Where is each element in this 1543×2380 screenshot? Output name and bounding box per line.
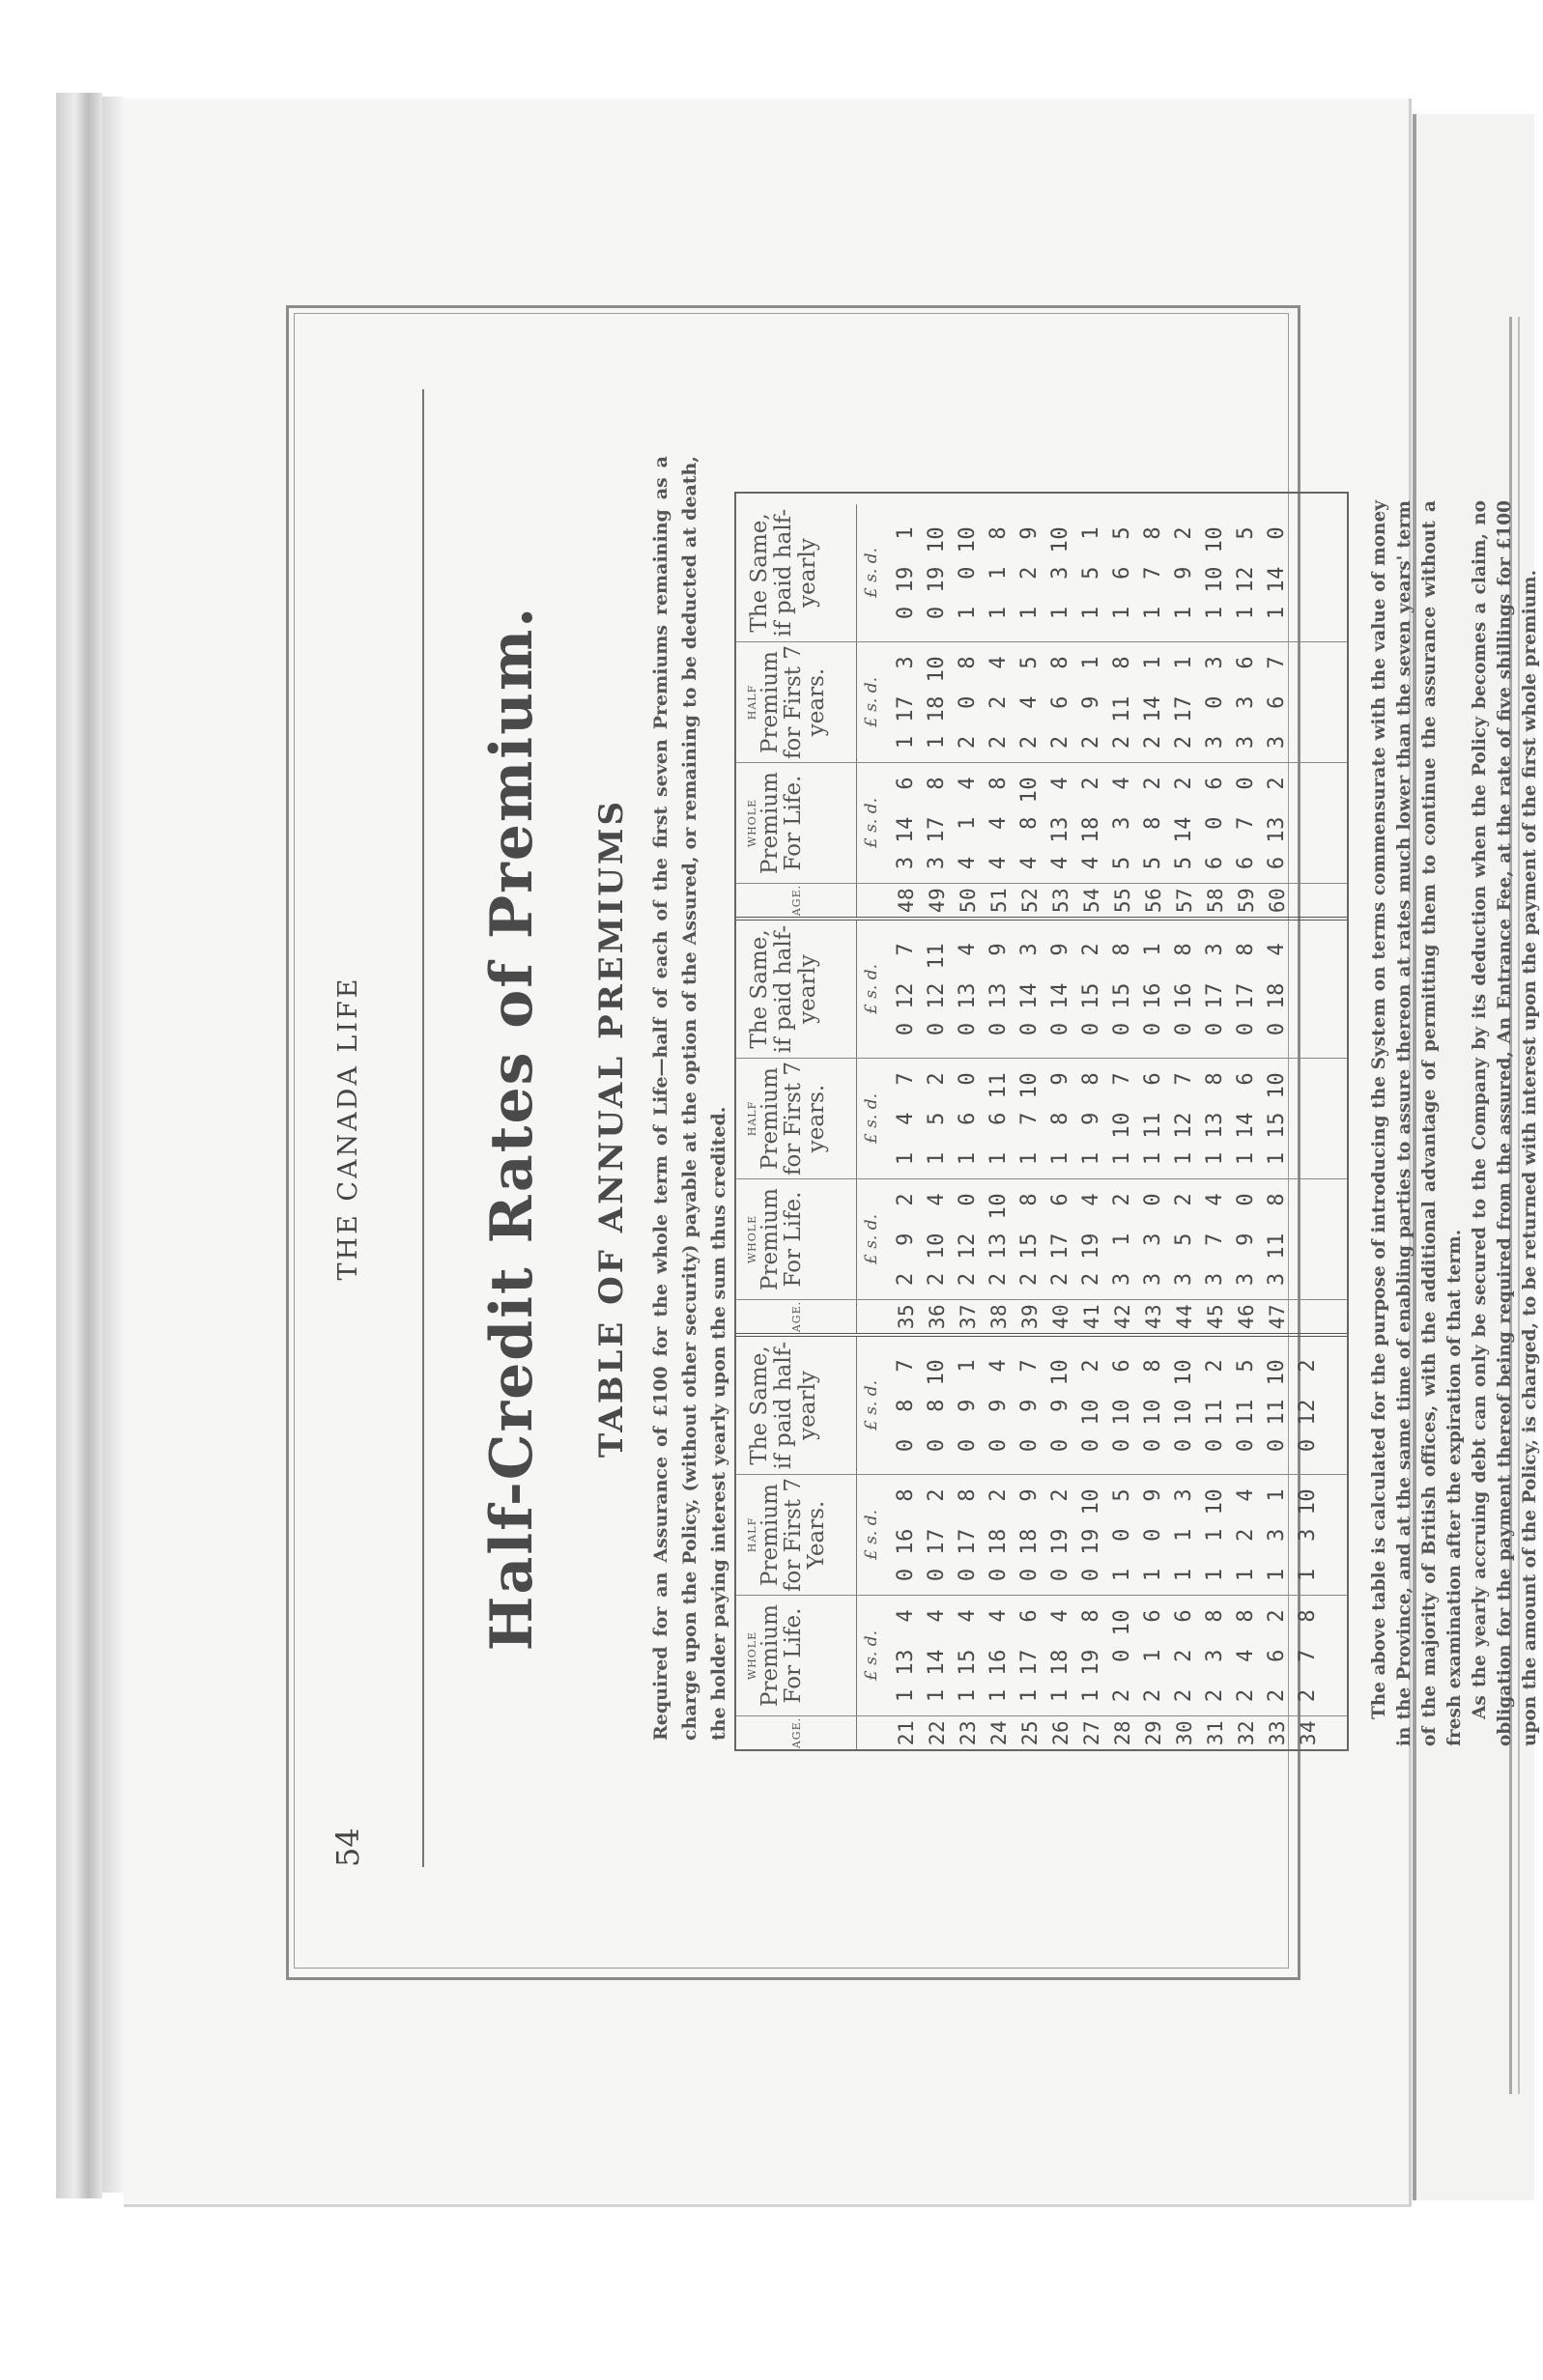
column-header-text: Premium for First 7 years.	[757, 1062, 829, 1176]
premium-cell: 1 0 10	[956, 525, 980, 620]
premium-cell: 0 14 3	[1017, 942, 1042, 1036]
premium-cell: 1 7 8	[1141, 525, 1165, 620]
premium-cell: 2 3 8	[1203, 1608, 1227, 1703]
age-cell: 39	[1018, 1303, 1042, 1330]
premium-cell: 0 12 11	[925, 942, 949, 1036]
age-column	[736, 884, 1347, 917]
premium-cell: 2 0 8	[956, 655, 980, 750]
column-header	[736, 1059, 857, 1178]
premium-cell: 2 19 4	[1079, 1192, 1103, 1287]
column-header-text: The Same, if paid half-yearly	[747, 508, 820, 638]
column-header-text: Premium for First 7 Years.	[757, 1478, 829, 1592]
premium-table	[734, 492, 1349, 1751]
premium-cell: 2 17 1	[1172, 655, 1196, 750]
column-rows	[891, 504, 1293, 641]
premium-cell: 0 18 4	[1265, 942, 1289, 1036]
age-cell: 43	[1142, 1303, 1165, 1330]
premium-cell: 1 8 9	[1048, 1071, 1072, 1166]
premium-cell: 1 13 4	[894, 1608, 918, 1703]
premium-cell: 3 7 4	[1203, 1192, 1227, 1287]
footnote-paragraph-1: The above table is calculated for the purpose of introducing the System on terms commensurate with the value of money in the Province, and at the same time of enabling parties to assure thereon at rates much lower than the seven years' term of the majority of British offices, with the additional advantage of permitting them to continue the assurance without a fresh examination after the expiration of that term.	[1369, 500, 1465, 1746]
premium-cell: 0 10 8	[1141, 1358, 1165, 1453]
premium-cell: 4 8 10	[1017, 776, 1042, 870]
age-cell: 30	[1173, 1719, 1196, 1746]
column-header-text: Premium For Life.	[757, 772, 806, 874]
age-cell: 34	[1297, 1719, 1320, 1746]
half-premium-column	[736, 1059, 1347, 1179]
premium-cell: 3 5 2	[1172, 1192, 1196, 1287]
age-cell: 31	[1204, 1719, 1227, 1746]
premium-cell: 1 12 7	[1172, 1071, 1196, 1166]
premium-cell: 1 0 5	[1110, 1488, 1134, 1582]
premium-cell: 0 10 2	[1079, 1358, 1103, 1453]
premium-cell: 0 19 10	[925, 525, 949, 620]
premium-cell: 1 4 7	[894, 1071, 918, 1166]
premium-cell: 1 11 6	[1141, 1071, 1165, 1166]
currency-units: £ s. d.	[862, 1629, 881, 1682]
column-rows	[891, 1300, 1293, 1333]
age-cell: 49	[926, 887, 949, 914]
premium-cell: 1 9 2	[1172, 525, 1196, 620]
whole-premium-column	[736, 1596, 1347, 1716]
half-yearly-column	[736, 504, 1347, 642]
header-rule	[422, 389, 424, 1867]
column-header-text: Premium for First 7 years.	[757, 645, 829, 759]
column-header-text: Premium For Life.	[757, 1604, 806, 1707]
premium-cell: 0 17 8	[956, 1488, 980, 1582]
column-rows	[891, 1337, 1324, 1474]
premium-cell: 0 19 10	[1079, 1488, 1103, 1582]
column-header	[736, 1475, 857, 1595]
column-header-text: HALF	[746, 1516, 758, 1553]
premium-cell: 2 9 2	[894, 1192, 918, 1287]
column-header-text: The Same, if paid half-yearly	[747, 1341, 820, 1470]
age-cell: 44	[1173, 1303, 1196, 1330]
premium-cell: 0 11 5	[1234, 1358, 1258, 1453]
age-cell: 36	[926, 1303, 949, 1330]
premium-cell: 2 2 4	[986, 655, 1011, 750]
premium-cell: 2 6 2	[1265, 1608, 1289, 1703]
age-cell: 29	[1142, 1719, 1165, 1746]
half-premium-column	[736, 1475, 1347, 1596]
premium-cell: 3 11 8	[1265, 1192, 1289, 1287]
premium-cell: 1 3 10	[1296, 1488, 1320, 1582]
premium-cell: 0 19 1	[894, 525, 918, 620]
premium-cell: 3 6 7	[1265, 655, 1289, 750]
premium-cell: 1 7 10	[1017, 1071, 1042, 1166]
column-header-text: Premium For Life.	[757, 1188, 806, 1290]
premium-cell: 3 14 6	[894, 776, 918, 870]
age-cell: 51	[987, 887, 1011, 914]
premium-cell: 0 15 8	[1110, 942, 1134, 1036]
premium-cell: 2 14 1	[1141, 655, 1165, 750]
premium-cell: 1 19 8	[1079, 1608, 1103, 1703]
age-cell: 59	[1235, 887, 1258, 914]
age-cell: 25	[1018, 1719, 1042, 1746]
premium-cell: 0 9 1	[956, 1358, 980, 1453]
premium-cell: 0 18 2	[986, 1488, 1011, 1582]
premium-cell: 1 6 5	[1110, 525, 1134, 620]
page-number: 54	[329, 1828, 366, 1867]
age-cell: 47	[1266, 1303, 1289, 1330]
column-header-text: The Same, if paid half-yearly	[747, 924, 820, 1054]
premium-cell: 1 5 2	[925, 1071, 949, 1166]
age-cell: 58	[1204, 887, 1227, 914]
premium-cell: 0 17 8	[1234, 942, 1258, 1036]
premium-cell: 1 14 0	[1265, 525, 1289, 620]
age-cell: 45	[1204, 1303, 1227, 1330]
column-header	[736, 1179, 857, 1299]
currency-units: £ s. d.	[862, 1379, 881, 1431]
column-header	[736, 1300, 857, 1333]
premium-cell: 0 13 4	[956, 942, 980, 1036]
column-header	[736, 884, 857, 917]
column-rows	[891, 921, 1293, 1058]
currency-units: £ s. d.	[862, 1092, 881, 1145]
column-rows	[891, 884, 1293, 917]
premium-cell: 2 15 8	[1017, 1192, 1042, 1287]
age-cell: 55	[1111, 887, 1134, 914]
column-header-text: WHOLE	[746, 1214, 758, 1264]
premium-cell: 2 6 8	[1048, 655, 1072, 750]
premium-cell: 0 14 9	[1048, 942, 1072, 1036]
premium-cell: 0 8 10	[925, 1358, 949, 1453]
premium-cell: 3 3 0	[1141, 1192, 1165, 1287]
premium-cell: 1 1 8	[986, 525, 1011, 620]
premium-cell: 2 2 6	[1172, 1608, 1196, 1703]
premium-cell: 1 12 5	[1234, 525, 1258, 620]
column-header	[736, 763, 857, 883]
column-rows	[891, 642, 1293, 762]
age-cell: 28	[1111, 1719, 1134, 1746]
age-cell: 60	[1266, 887, 1289, 914]
premium-cell: 0 8 7	[894, 1358, 918, 1453]
age-cell: 56	[1142, 887, 1165, 914]
premium-cell: 1 3 1	[1265, 1488, 1289, 1582]
premium-cell: 1 1 10	[1203, 1488, 1227, 1582]
column-header	[736, 921, 857, 1058]
currency-units: £ s. d.	[862, 963, 881, 1015]
age-cell: 48	[895, 887, 918, 914]
premium-cell: 0 12 2	[1296, 1358, 1320, 1453]
age-cell: 35	[895, 1303, 918, 1330]
premium-cell: 1 18 4	[1048, 1608, 1072, 1703]
column-header	[736, 1716, 857, 1749]
age-cell: 26	[1049, 1719, 1072, 1746]
table-block-3	[736, 504, 1347, 921]
premium-cell: 0 17 3	[1203, 942, 1227, 1036]
premium-cell: 1 6 11	[986, 1071, 1011, 1166]
column-header	[736, 642, 857, 762]
age-cell: 52	[1018, 887, 1042, 914]
book-binding	[56, 93, 102, 2198]
age-cell: 41	[1080, 1303, 1103, 1330]
premium-cell: 0 10 6	[1110, 1358, 1134, 1453]
column-header-text: AGE.	[790, 884, 803, 917]
premium-cell: 2 12 0	[956, 1192, 980, 1287]
premium-cell: 2 0 10	[1110, 1608, 1134, 1703]
table-block-2	[736, 921, 1347, 1337]
column-rows	[891, 1475, 1324, 1595]
premium-cell: 1 17 6	[1017, 1608, 1042, 1703]
age-cell: 32	[1235, 1719, 1258, 1746]
premium-cell: 0 11 2	[1203, 1358, 1227, 1453]
premium-cell: 0 10 10	[1172, 1358, 1196, 1453]
premium-cell: 2 9 1	[1079, 655, 1103, 750]
currency-units: £ s. d.	[862, 797, 881, 849]
premium-cell: 6 13 2	[1265, 776, 1289, 870]
age-cell: 27	[1080, 1719, 1103, 1746]
column-header	[736, 1337, 857, 1474]
age-cell: 40	[1049, 1303, 1072, 1330]
column-rows	[891, 1179, 1293, 1299]
age-cell: 50	[957, 887, 980, 914]
premium-cell: 0 16 1	[1141, 942, 1165, 1036]
running-head: THE CANADA LIFE	[333, 976, 363, 1281]
whole-premium-column	[736, 1179, 1347, 1300]
column-rows	[891, 1596, 1324, 1715]
premium-cell: 0 15 2	[1079, 942, 1103, 1036]
premium-cell: 0 16 8	[1172, 942, 1196, 1036]
premium-cell: 2 4 5	[1017, 655, 1042, 750]
premium-cell: 1 2 4	[1234, 1488, 1258, 1582]
premium-cell: 4 13 4	[1048, 776, 1072, 870]
age-cell: 24	[987, 1719, 1011, 1746]
premium-cell: 1 14 6	[1234, 1071, 1258, 1166]
age-cell: 22	[926, 1719, 949, 1746]
premium-cell: 0 17 2	[925, 1488, 949, 1582]
column-header-text: WHOLE	[746, 798, 758, 848]
age-cell: 33	[1266, 1719, 1289, 1746]
premium-cell: 1 10 7	[1110, 1071, 1134, 1166]
premium-cell: 2 1 6	[1141, 1608, 1165, 1703]
footnote	[1367, 500, 1543, 1746]
currency-units: £ s. d.	[862, 547, 881, 599]
column-rows	[891, 763, 1293, 883]
premium-cell: 2 4 8	[1234, 1608, 1258, 1703]
premium-cell: 3 9 0	[1234, 1192, 1258, 1287]
column-rows	[891, 1059, 1293, 1178]
premium-cell: 4 1 4	[956, 776, 980, 870]
age-cell: 23	[957, 1719, 980, 1746]
premium-cell: 1 5 1	[1079, 525, 1103, 620]
premium-cell: 1 2 9	[1017, 525, 1042, 620]
column-header	[736, 1596, 857, 1715]
page-header	[291, 389, 407, 1867]
premium-cell: 0 16 8	[894, 1488, 918, 1582]
premium-cell: 1 6 0	[956, 1071, 980, 1166]
column-header-text: AGE.	[790, 1300, 803, 1333]
premium-cell: 4 4 8	[986, 776, 1011, 870]
column-header-text: HALF	[746, 684, 758, 721]
premium-cell: 1 14 4	[925, 1608, 949, 1703]
premium-cell: 3 0 3	[1203, 655, 1227, 750]
premium-cell: 1 1 3	[1172, 1488, 1196, 1582]
age-column	[736, 1300, 1347, 1333]
age-cell: 21	[895, 1719, 918, 1746]
premium-cell: 3 17 8	[925, 776, 949, 870]
premium-cell: 2 10 4	[925, 1192, 949, 1287]
book-binding-edge	[102, 97, 124, 2193]
premium-cell: 4 18 2	[1079, 776, 1103, 870]
premium-cell: 0 18 9	[1017, 1488, 1042, 1582]
premium-cell: 0 9 4	[986, 1358, 1011, 1453]
column-header-text: WHOLE	[746, 1630, 758, 1681]
half-yearly-column	[736, 921, 1347, 1059]
column-header-text: HALF	[746, 1100, 758, 1137]
premium-cell: 5 3 4	[1110, 776, 1134, 870]
age-cell: 54	[1080, 887, 1103, 914]
premium-cell: 3 3 6	[1234, 655, 1258, 750]
premium-cell: 0 9 7	[1017, 1358, 1042, 1453]
currency-units: £ s. d.	[862, 676, 881, 728]
intro-paragraph: Required for an Assurance of £100 for the whole term of Life—half of each of the first seven Premiums remaining as a charge upon the Policy, (without other security) payable at the option of the Assured, or remaining to be deducted at death, the holder paying interest yearly upon the sum thus credited.	[650, 456, 729, 1741]
premium-cell: 0 13 9	[986, 942, 1011, 1036]
premium-cell: 1 3 10	[1048, 525, 1072, 620]
column-header	[736, 504, 857, 641]
age-cell: 42	[1111, 1303, 1134, 1330]
premium-cell: 2 17 6	[1048, 1192, 1072, 1287]
premium-cell: 1 17 3	[894, 655, 918, 750]
whole-premium-column	[736, 763, 1347, 884]
premium-cell: 2 13 10	[986, 1192, 1011, 1287]
column-rows	[891, 1716, 1324, 1749]
table-title: TABLE OF ANNUAL PREMIUMS	[592, 798, 631, 1459]
premium-cell: 2 11 8	[1110, 655, 1134, 750]
age-cell: 37	[957, 1303, 980, 1330]
page-title: Half-Credit Rates of Premium.	[478, 605, 546, 1652]
half-premium-column	[736, 642, 1347, 763]
premium-cell: 0 9 10	[1048, 1358, 1072, 1453]
age-cell: 46	[1235, 1303, 1258, 1330]
half-yearly-column	[736, 1337, 1347, 1475]
premium-cell: 1 0 9	[1141, 1488, 1165, 1582]
premium-cell: 1 15 10	[1265, 1071, 1289, 1166]
premium-cell: 0 19 2	[1048, 1488, 1072, 1582]
premium-cell: 1 18 10	[925, 655, 949, 750]
premium-cell: 0 11 10	[1265, 1358, 1289, 1453]
rotated-page-content	[285, 355, 1540, 1901]
age-cell: 53	[1049, 887, 1072, 914]
premium-cell: 0 12 7	[894, 942, 918, 1036]
premium-cell: 1 10 10	[1203, 525, 1227, 620]
currency-units: £ s. d.	[862, 1509, 881, 1561]
currency-units: £ s. d.	[862, 1213, 881, 1265]
table-block-1	[736, 1337, 1347, 1749]
premium-cell: 1 15 4	[956, 1608, 980, 1703]
premium-cell: 1 13 8	[1203, 1071, 1227, 1166]
footnote-paragraph-2: As the yearly accruing debt can only be secured to the Company by its deduction when the Policy becomes a claim, no obligation for the payment thereof being required from the assured, An Entrance Fee, at the rate of five shillings for £100 upon the amount of the Policy, is charged, to be returned with interest upon the payment of the first whole premium.	[1470, 500, 1540, 1746]
premium-cell: 1 16 4	[986, 1608, 1011, 1703]
age-cell: 57	[1173, 887, 1196, 914]
age-cell: 38	[987, 1303, 1011, 1330]
premium-cell: 6 7 0	[1234, 776, 1258, 870]
premium-cell: 5 8 2	[1141, 776, 1165, 870]
premium-cell: 6 0 6	[1203, 776, 1227, 870]
age-column	[736, 1716, 1347, 1749]
premium-cell: 2 7 8	[1296, 1608, 1320, 1703]
column-header-text: AGE.	[790, 1716, 803, 1749]
premium-cell: 1 9 8	[1079, 1071, 1103, 1166]
premium-cell: 5 14 2	[1172, 776, 1196, 870]
premium-cell: 3 1 2	[1110, 1192, 1134, 1287]
